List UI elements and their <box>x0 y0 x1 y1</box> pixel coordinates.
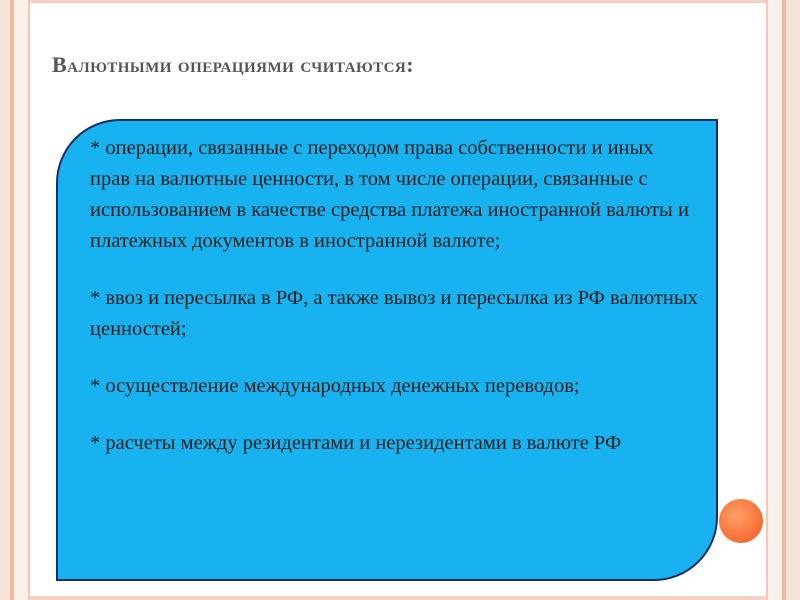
left-border-stripe <box>14 0 28 600</box>
content-box <box>56 119 718 581</box>
orange-circle-decoration <box>719 499 763 543</box>
list-item: * ввоз и пересылка в РФ, а также вывоз и пересылка из РФ валютных ценностей; <box>90 287 698 340</box>
list-item: * осуществление международных денежных переводов; <box>90 375 580 397</box>
left-border-stripe <box>0 0 10 600</box>
slide-title: Валютными операциями считаются: <box>52 52 415 77</box>
right-border-stripe <box>786 0 800 600</box>
list-item: * операции, связанные с переходом права собственности и иных прав на валютные ценности, в том числе операции, связанные с использованием в качестве средства платежа иностранной валюты и платежных документов в иностранной валюте; <box>90 137 689 252</box>
frame-top-line <box>30 0 766 3</box>
list-item: * расчеты между резидентами и нерезидентами в валюте РФ <box>90 432 622 454</box>
left-border-stripe <box>28 0 30 600</box>
right-border-stripe <box>768 0 782 600</box>
frame-bottom-line <box>30 596 766 600</box>
